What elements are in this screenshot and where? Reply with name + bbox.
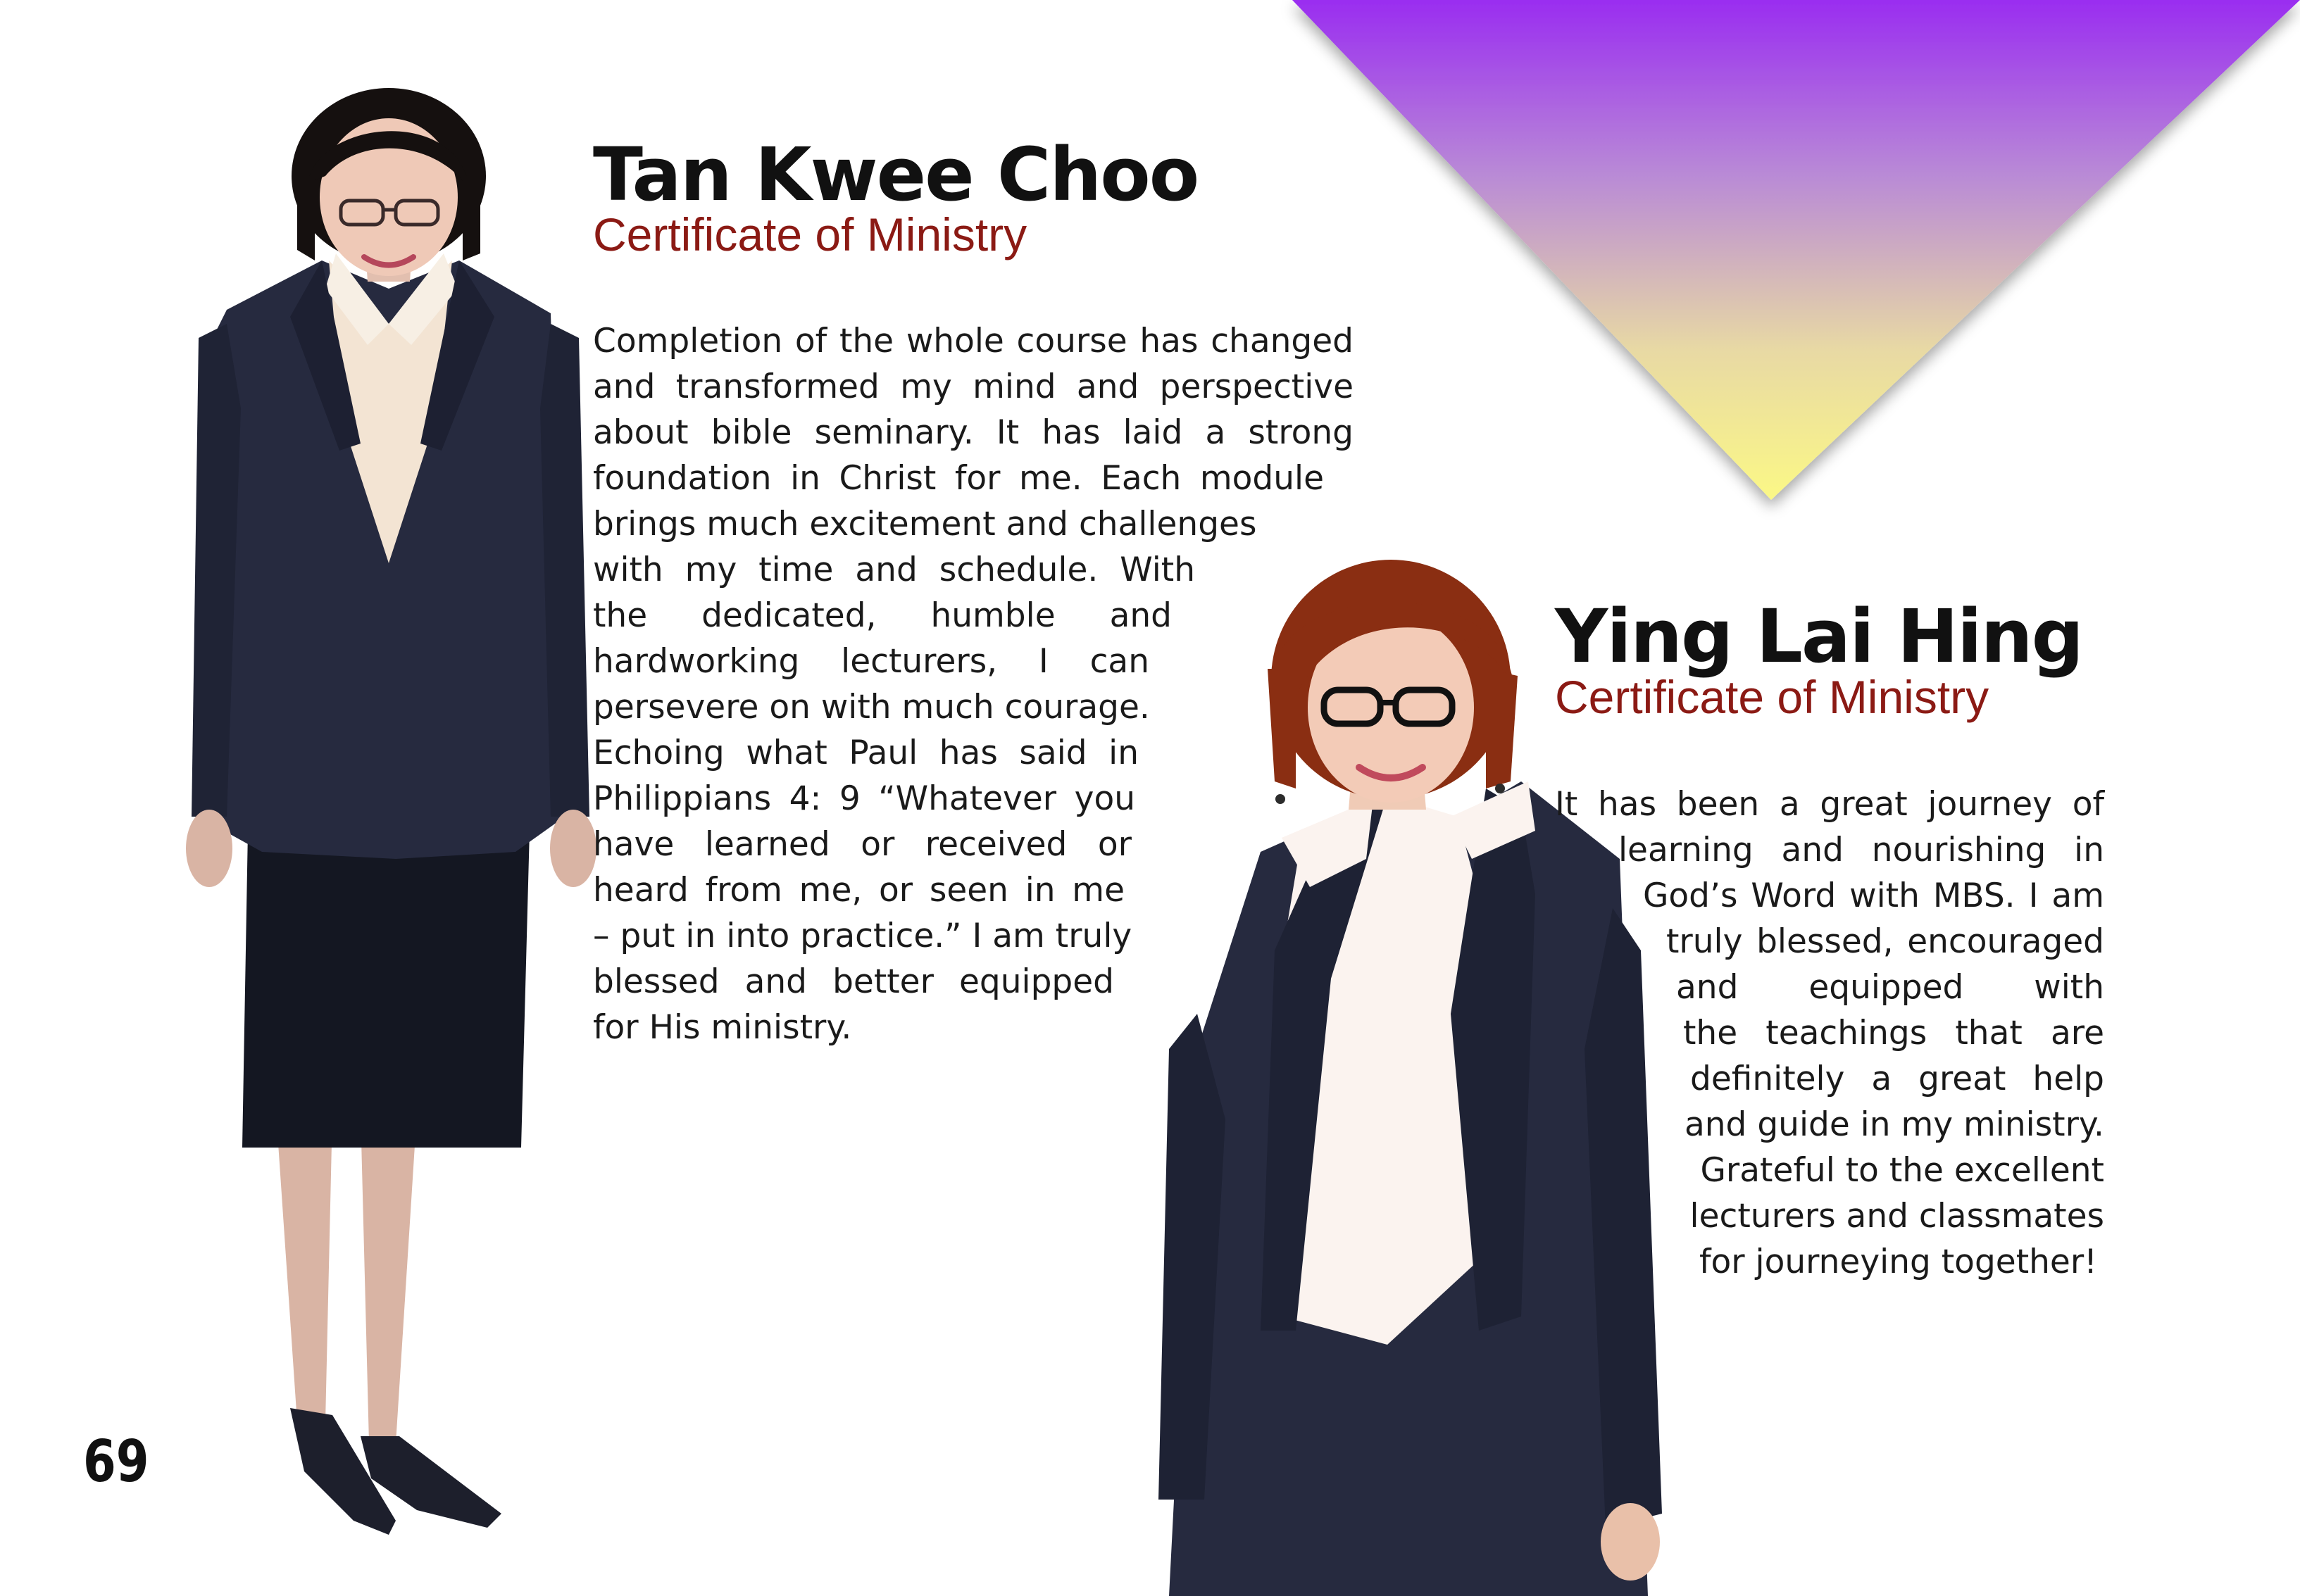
testimonial-line: It has been a great journey of xyxy=(1555,785,2104,824)
testimonial-line: heard from me, or seen in me xyxy=(593,871,1125,910)
profile-title-ying-lai-hing: Certificate of Ministry xyxy=(1555,671,1989,723)
testimonial-line: Philippians 4: 9 “Whatever you xyxy=(593,779,1135,818)
testimonial-line: truly blessed, encouraged xyxy=(1666,922,2104,961)
testimonial-line: the dedicated, humble and xyxy=(593,596,1172,635)
page-number: 69 xyxy=(83,1428,149,1495)
testimonial-line: with my time and schedule. With xyxy=(593,551,1195,589)
testimonial-line: have learned or received or xyxy=(593,825,1132,864)
testimonial-line: Echoing what Paul has said in xyxy=(593,734,1139,772)
testimonial-line: definitely a great help xyxy=(1690,1060,2104,1098)
testimonial-line: Grateful to the excellent xyxy=(1700,1151,2104,1190)
testimonial-ying-lai-hing xyxy=(1555,781,2104,1285)
testimonial-line: and guide in my ministry. xyxy=(1684,1105,2104,1144)
testimonial-line: learning and nourishing in xyxy=(1618,831,2104,869)
testimonial-tan-kwee-choo xyxy=(593,318,1354,1050)
profile-name-ying-lai-hing: Ying Lai Hing xyxy=(1555,593,2083,679)
testimonial-line: Completion of the whole course has changed xyxy=(593,322,1354,360)
profile-name-tan-kwee-choo: Tan Kwee Choo xyxy=(593,132,1199,218)
profile-title-tan-kwee-choo: Certificate of Ministry xyxy=(593,208,1027,260)
testimonial-line: for journeying together! xyxy=(1699,1243,2097,1281)
testimonial-line: hardworking lecturers, I can xyxy=(593,642,1149,681)
testimonial-line: lecturers and classmates xyxy=(1689,1197,2104,1236)
testimonial-line: foundation in Christ for me. Each module xyxy=(593,459,1324,498)
photo-tan-kwee-choo xyxy=(185,113,600,1535)
testimonial-line: the teachings that are xyxy=(1683,1014,2104,1053)
testimonial-line: about bible seminary. It has laid a strong xyxy=(593,413,1354,452)
gradient-triangle-decoration xyxy=(1292,0,2300,507)
testimonial-line: God’s Word with MBS. I am xyxy=(1643,876,2104,915)
testimonial-line: brings much excitement and challenges xyxy=(593,505,1257,543)
testimonial-line: blessed and better equipped xyxy=(593,962,1114,1001)
testimonial-line: persevere on with much courage. xyxy=(593,688,1150,727)
testimonial-line: for His ministry. xyxy=(593,1008,852,1047)
testimonial-line: – put in into practice.” I am truly xyxy=(593,917,1132,955)
testimonial-line: and transformed my mind and perspective xyxy=(593,367,1354,406)
testimonial-line: and equipped with xyxy=(1676,968,2104,1007)
